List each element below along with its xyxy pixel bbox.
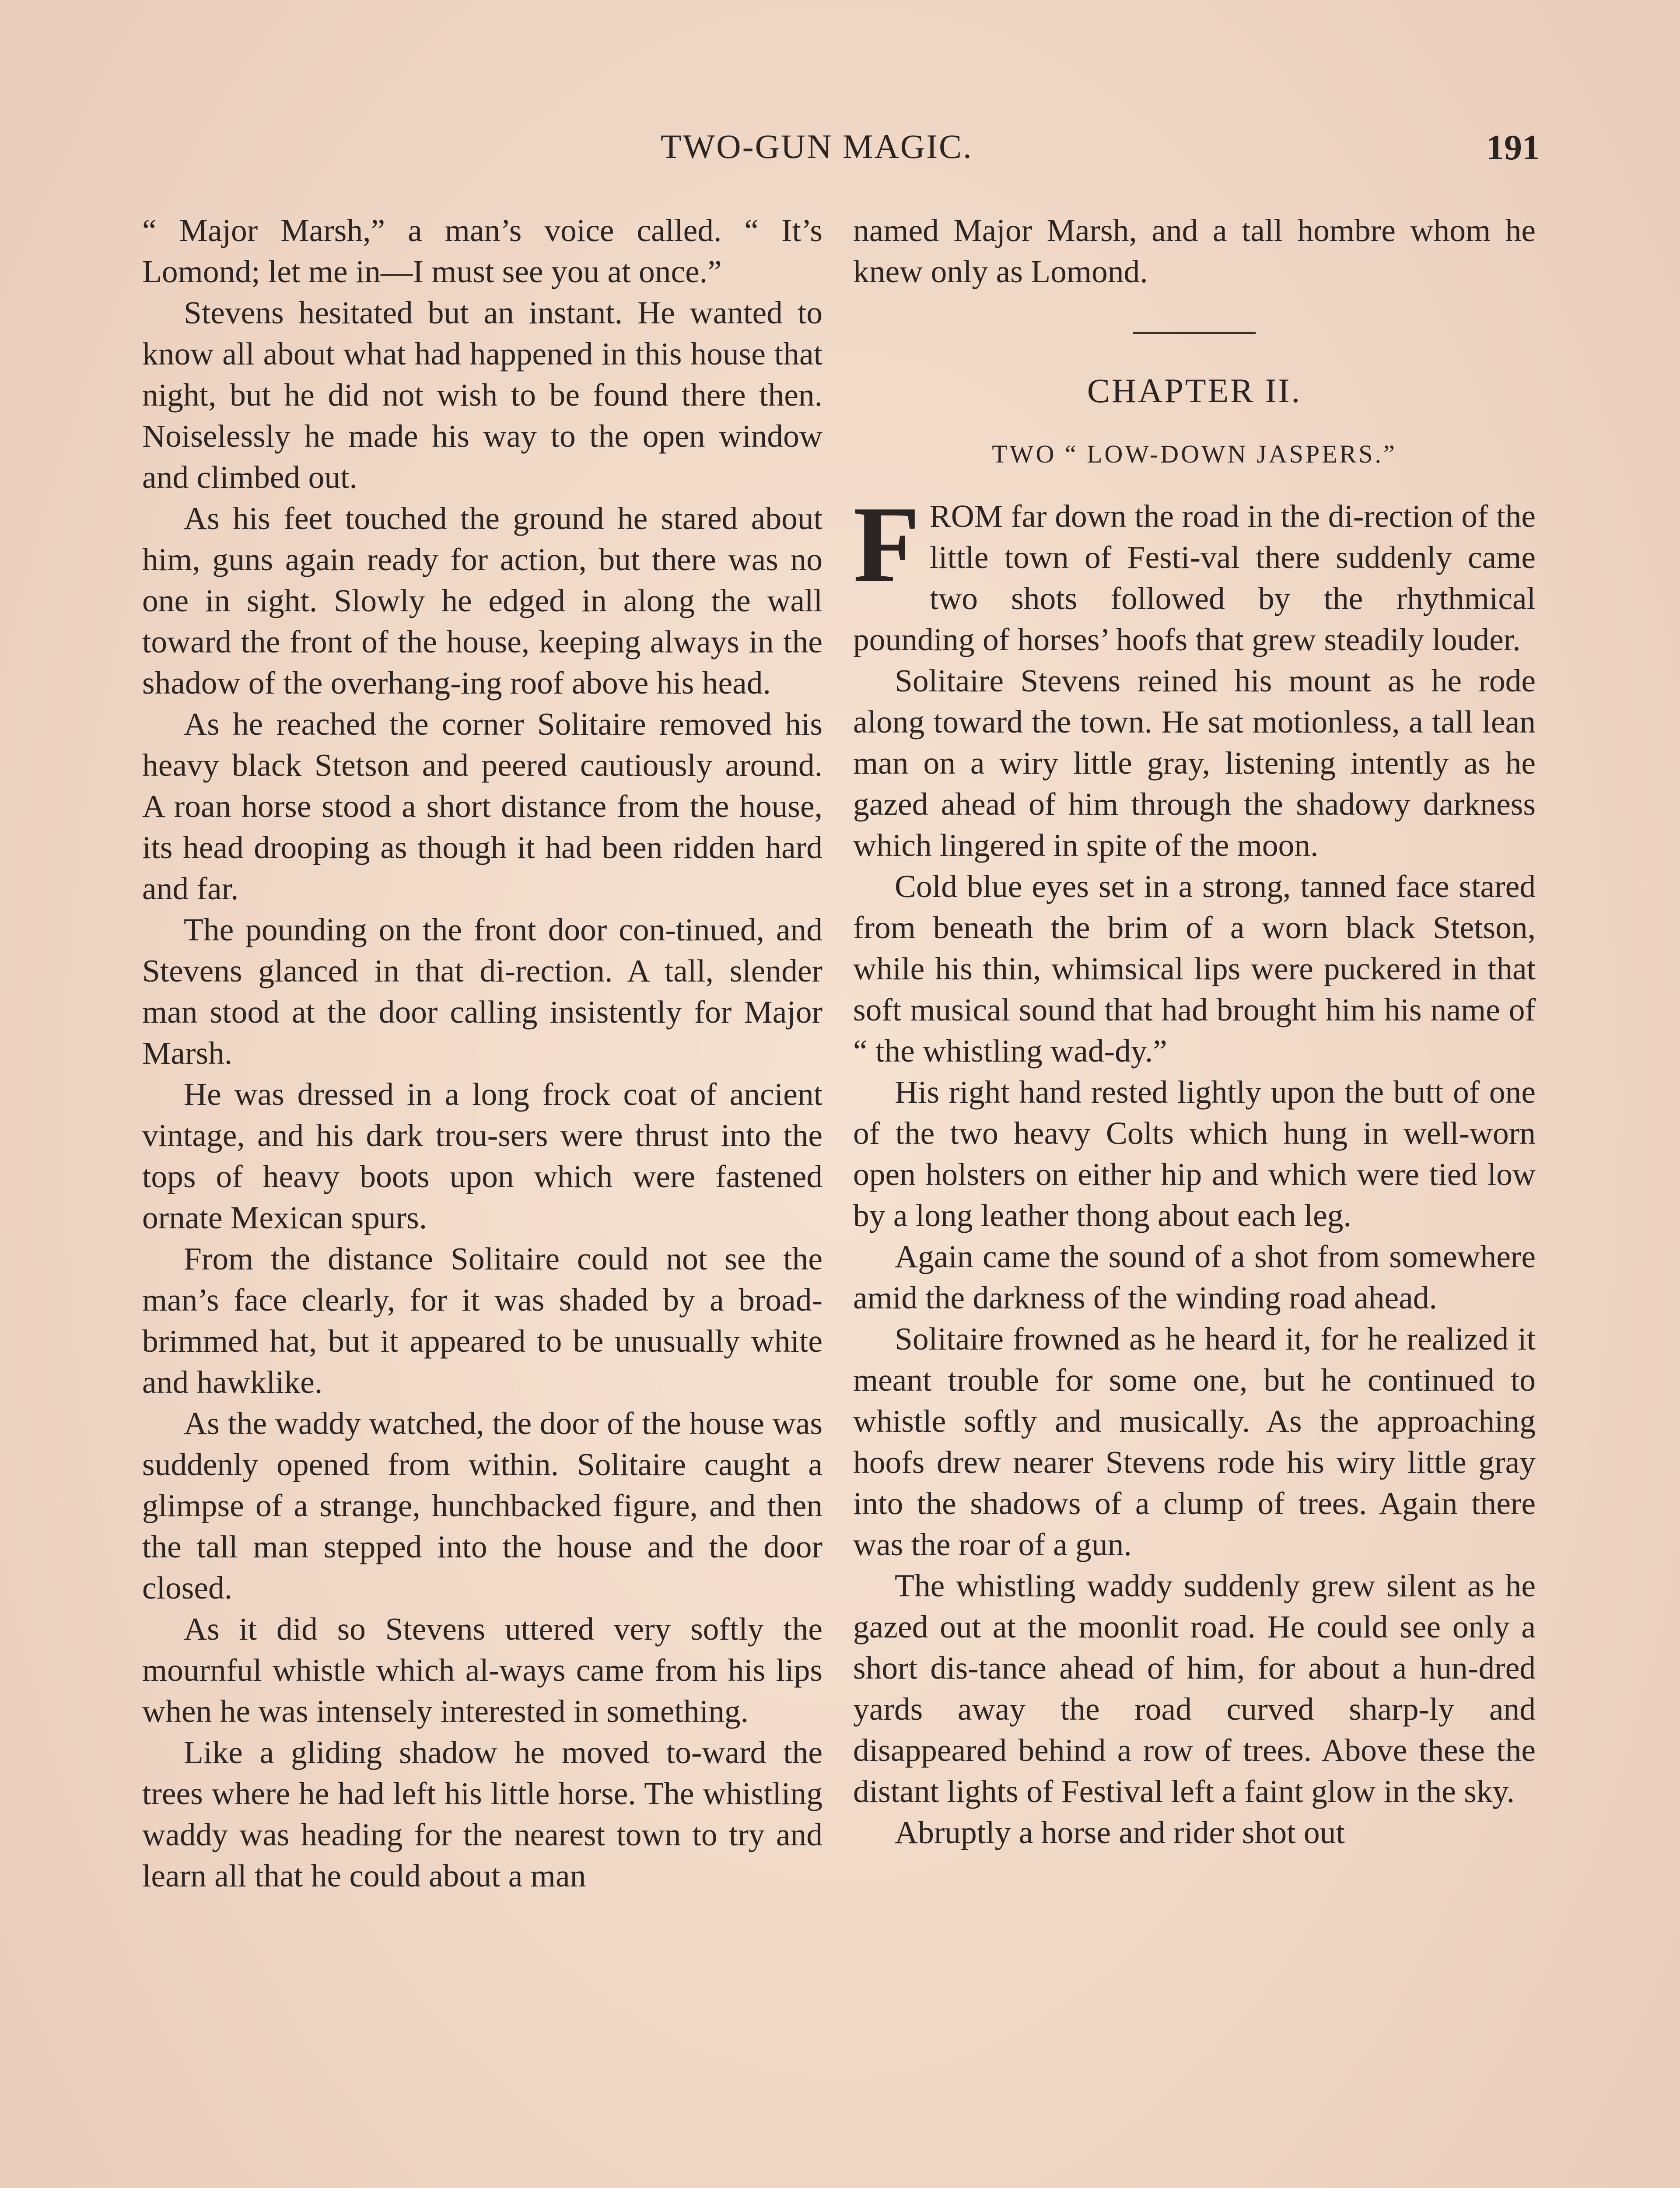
- chapter-subtitle: TWO “ LOW-DOWN JASPERS.”: [992, 440, 1397, 468]
- page-header: [144, 127, 1540, 184]
- paragraph: Like a gliding shadow he moved to-ward the trees where he had left his little horse. The whistling waddy was heading for the nearest town to try and learn all that he could about a man: [142, 1735, 822, 1893]
- paragraph: The whistling waddy suddenly grew silent as he gazed out at the moonlit road. He could see only a short dis-tance ahead of him, for about a hun-dred yards away the road curved sharp-ly and disappeared behind a row of trees. Above these the distant lights of Festival left a faint glow in the sky.: [853, 1568, 1536, 1809]
- page-number: 191: [1486, 127, 1540, 167]
- paragraph: Again came the sound of a shot from somewhere amid the darkness of the winding road ahead.: [853, 1239, 1536, 1315]
- paragraph: Abruptly a horse and rider shot out: [895, 1815, 1345, 1850]
- paragraph: The pounding on the front door con-tinued, and Stevens glanced in that di-rection. A tall, slender man stood at the door calling insistently for Major Marsh.: [142, 912, 822, 1071]
- paragraph: Stevens hesitated but an instant. He wanted to know all about what had happened in this house that night, but he did not wish to be found there then. Noiselessly he made his way to the open window and climbed out.: [142, 295, 822, 495]
- right-column: [853, 210, 1536, 1853]
- paragraph: His right hand rested lightly upon the butt of one of the two heavy Colts which hung in well-worn open holsters on either hip and which were tied low by a long leather thong about each leg.: [853, 1074, 1536, 1233]
- opening-paragraph-text: ROM far down the road in the di-rection of the little town of Festi-val there suddenly came two shots followed by the rhythmical pounding of horses’ hoofs that grew steadily louder.: [853, 498, 1536, 657]
- drop-cap: F: [853, 484, 920, 605]
- paragraph: Solitaire Stevens reined his mount as he rode along toward the town. He sat motionless, a tall lean man on a wiry little gray, listening intently as he gazed ahead of him through the shadowy darkness which lingered in spite of the moon.: [853, 663, 1536, 863]
- paragraph: As it did so Stevens uttered very softly the mournful whistle which al-ways came from his lips when he was intensely interested in something.: [142, 1611, 822, 1729]
- opening-paragraph: [853, 484, 1536, 660]
- paragraph: Cold blue eyes set in a strong, tanned face stared from beneath the brim of a worn black Stetson, while his thin, whimsical lips were puckered in that soft musical sound that had brought him his name of “ the whistling wad-dy.”: [853, 869, 1536, 1069]
- paragraph: As his feet touched the ground he stared about him, guns again ready for action, but there was no one in sight. Slowly he edged in along the wall toward the front of the house, keeping always in the shadow of the overhang-ing roof above his head.: [142, 501, 822, 701]
- paragraph: “ Major Marsh,” a man’s voice called. “ It’s Lomond; let me in—I must see you at once.”: [142, 213, 822, 289]
- paragraph: Solitaire frowned as he heard it, for he realized it meant trouble for some one, but he continued to whistle softly and musically. As the approaching hoofs drew nearer Stevens rode his wiry little gray into the shadows of a clump of trees. Again there was the roar of a gun.: [853, 1321, 1536, 1562]
- section-divider: [1133, 332, 1256, 334]
- left-column: [142, 210, 822, 1897]
- running-title: TWO-GUN MAGIC.: [661, 127, 973, 165]
- paragraph: As he reached the corner Solitaire removed his heavy black Stetson and peered cautiously around. A roan horse stood a short distance from the house, its head drooping as though it had been ridden hard and far.: [142, 706, 822, 906]
- chapter-title: CHAPTER II.: [1087, 372, 1302, 410]
- paragraph-continuation: named Major Marsh, and a tall hombre whom he knew only as Lomond.: [853, 213, 1536, 289]
- paragraph: From the distance Solitaire could not see the man’s face clearly, for it was shaded by a broad-brimmed hat, but it appeared to be unusually white and hawklike.: [142, 1241, 822, 1400]
- paragraph: He was dressed in a long frock coat of ancient vintage, and his dark trou-sers were thrust into the tops of heavy boots upon which were fastened ornate Mexican spurs.: [142, 1076, 822, 1235]
- paragraph: As the waddy watched, the door of the house was suddenly opened from within. Solitaire caught a glimpse of a strange, hunchbacked figure, and then the tall man stepped into the house and the door closed.: [142, 1406, 822, 1606]
